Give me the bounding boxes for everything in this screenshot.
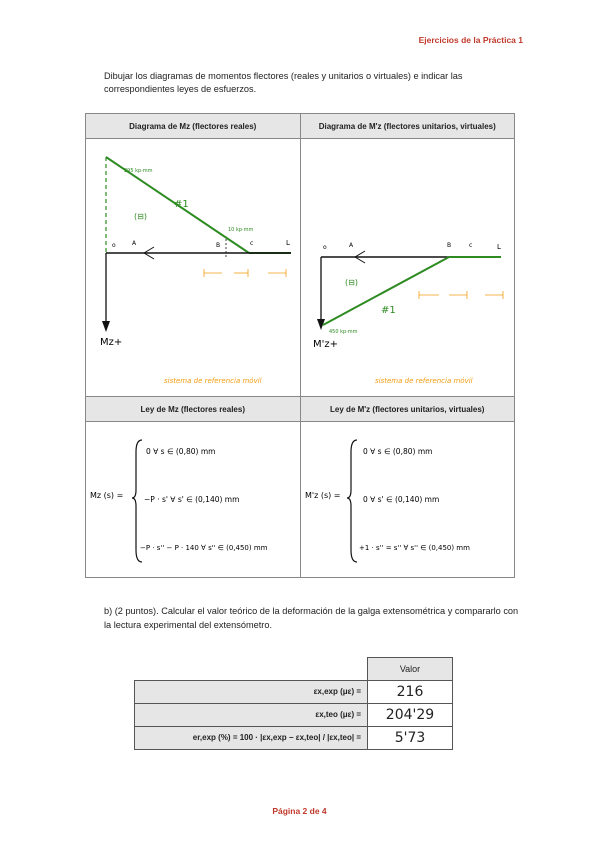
diagram2-svg bbox=[301, 139, 515, 396]
d2-point-b: B bbox=[446, 242, 451, 249]
law2-line2: 0 ∀ s' ∈ (0,140) mm bbox=[362, 495, 439, 504]
result-label-error: er,exp (%) = 100 · |εx,exp − εx,teo| / |εx,teo| = bbox=[135, 726, 368, 749]
diagram1-cell bbox=[86, 139, 301, 397]
d1-mid-value: 10 kp·mm bbox=[228, 227, 254, 233]
d1-sign: (⊟) bbox=[134, 212, 147, 221]
results-header: Valor bbox=[368, 658, 453, 681]
law1-line1: 0 ∀ s ∈ (0,80) mm bbox=[146, 447, 216, 456]
law2-svg bbox=[301, 422, 515, 577]
d2-point-c: c bbox=[468, 242, 472, 249]
diagram-table bbox=[85, 113, 515, 578]
law2-cell bbox=[300, 422, 515, 578]
law2-line3: +1 · s'' = s'' ∀ s'' ∈ (0,450) mm bbox=[358, 544, 470, 552]
result-label-exp: εx,exp (με) = bbox=[135, 680, 368, 703]
d1-point-b: B bbox=[216, 242, 221, 249]
law2-line1: 0 ∀ s ∈ (0,80) mm bbox=[362, 447, 432, 456]
results-table bbox=[134, 657, 453, 750]
d1-arrow-down bbox=[102, 321, 110, 332]
col1-header: Diagrama de Mz (flectores reales) bbox=[86, 114, 301, 139]
d2-ref-marks bbox=[419, 291, 503, 299]
d2-bottom-value: 450 kp·mm bbox=[328, 329, 358, 335]
law1-cell bbox=[86, 422, 301, 578]
page-header: Ejercicios de la Práctica 1 bbox=[418, 35, 523, 45]
d1-ref-marks bbox=[204, 269, 286, 277]
d1-axis-label: Mz+ bbox=[100, 337, 123, 348]
law2-lhs: M'z (s) = bbox=[304, 491, 340, 500]
intro-text: Dibujar los diagramas de momentos flectores (reales y unitarios o virtuales) e indicar las correspondientes leyes de esfuerzos. bbox=[104, 71, 463, 94]
d2-point-o: o bbox=[322, 244, 327, 251]
d1-point-a: A bbox=[132, 240, 137, 247]
d2-sign: (⊟) bbox=[344, 278, 358, 287]
d2-ref-label: sistema de referencia móvil bbox=[374, 377, 473, 385]
law1-svg bbox=[86, 422, 300, 577]
d1-line-label: #1 bbox=[174, 199, 189, 210]
question-b: b) (2 puntos). Calcular el valor teórico de la deformación de la galga extensométrica y compararlo con la lectura experimental del extensómetro. bbox=[104, 606, 519, 630]
law1-line3: −P · s'' − P · 140 ∀ s'' ∈ (0,450) mm bbox=[140, 544, 268, 552]
d1-point-c: c bbox=[250, 240, 254, 247]
d2-axis-label: M'z+ bbox=[312, 339, 338, 350]
d1-ref-label: sistema de referencia móvil bbox=[164, 377, 262, 385]
col2-header: Diagrama de M'z (flectores unitarios, virtuales) bbox=[300, 114, 515, 139]
law1-line2: −P · s' ∀ s' ∈ (0,140) mm bbox=[144, 495, 240, 504]
result-value-teo: 204'29 bbox=[368, 703, 453, 726]
d1-point-o: o bbox=[112, 242, 116, 249]
law1-header: Ley de Mz (flectores reales) bbox=[86, 397, 301, 422]
result-value-error: 5'73 bbox=[368, 726, 453, 749]
d2-point-l: L bbox=[496, 243, 501, 251]
d2-point-a: A bbox=[348, 242, 353, 249]
law2-header: Ley de M'z (flectores unitarios, virtuales) bbox=[300, 397, 515, 422]
d1-top-value: 295 kp·mm bbox=[124, 168, 153, 174]
d1-point-l: L bbox=[286, 239, 290, 247]
law1-lhs: Mz (s) = bbox=[90, 491, 124, 500]
result-label-teo: εx,teo (με) = bbox=[135, 703, 368, 726]
page-footer: Página 2 de 4 bbox=[272, 806, 327, 816]
result-value-exp: 216 bbox=[368, 680, 453, 703]
diagram1-svg bbox=[86, 139, 300, 396]
d2-line-label: #1 bbox=[380, 305, 396, 316]
diagram2-cell bbox=[300, 139, 515, 397]
